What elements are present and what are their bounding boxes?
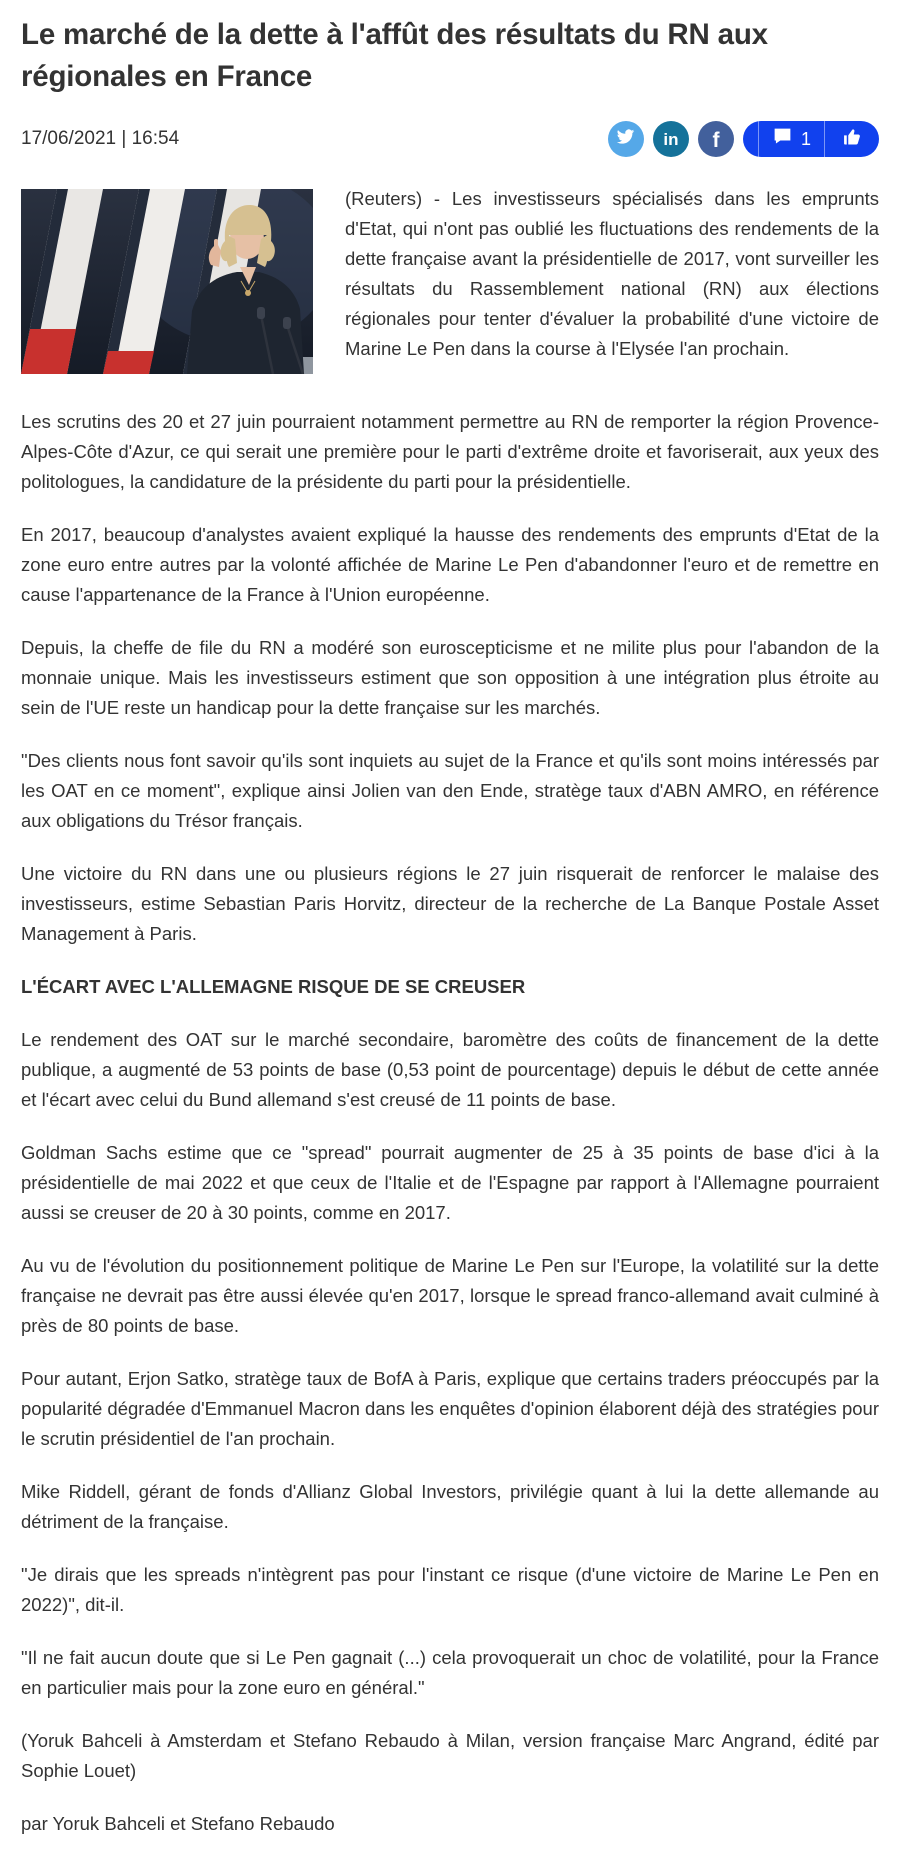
paragraph: "Je dirais que les spreads n'intègrent pas pour l'instant ce risque (d'une victoire de Marine Le Pen en 2022)", dit-il.: [21, 1564, 879, 1615]
like-button[interactable]: [825, 121, 879, 157]
section-subheading: L'ÉCART AVEC L'ALLEMAGNE RISQUE DE SE CREUSER: [21, 976, 526, 997]
linkedin-share-button[interactable]: [653, 121, 689, 157]
twitter-share-button[interactable]: [608, 121, 644, 157]
paragraph: "Il ne fait aucun doute que si Le Pen gagnait (...) cela provoquerait un choc de volatilité, pour la France en particulier mais pour la zone euro en général.": [21, 1647, 879, 1698]
byline: par Yoruk Bahceli et Stefano Rebaudo: [21, 1813, 335, 1834]
paragraph: Au vu de l'évolution du positionnement politique de Marine Le Pen sur l'Europe, la volatilité sur la dette française ne devrait pas être aussi élevée qu'en 2017, lorsque le spread franco-allemand avait culminé à près de 80 points de base.: [21, 1255, 879, 1336]
lead-section: [21, 184, 879, 384]
facebook-share-button[interactable]: [698, 121, 734, 157]
facebook-icon: f: [712, 128, 720, 152]
paragraph: Pour autant, Erjon Satko, stratège taux de BofA à Paris, explique que certains traders préoccupés par la popularité dégradée d'Emmanuel Macron dans les enquêtes d'opinion élaborent déjà des stratégies pour le scrutin présidentiel de l'an prochain.: [21, 1368, 879, 1449]
linkedin-icon: in: [663, 129, 679, 149]
article-photo: [21, 189, 313, 374]
comment-bubble-icon: [772, 126, 793, 152]
meta-row: [21, 120, 879, 158]
paragraph: Depuis, la cheffe de file du RN a modéré son euroscepticisme et ne milite plus pour l'abandon de la monnaie unique. Mais les investisseurs estiment que son opposition à une intégration plus étroite au sein de l'UE reste un handicap pour la dette française sur les marchés.: [21, 637, 879, 718]
paragraph: Les scrutins des 20 et 27 juin pourraient notamment permettre au RN de remporter la région Provence-Alpes-Côte d'Azur, ce qui serait une première pour le parti d'extrême droite et favoriserait, aux yeux des politologues, la candidature de la présidente du parti pour la présidentielle.: [21, 411, 879, 492]
twitter-bird-icon: [616, 127, 635, 151]
share-toolbar: [608, 121, 879, 157]
paragraph: Le rendement des OAT sur le marché secondaire, baromètre des coûts de financement de la dette publique, a augmenté de 53 points de base (0,53 point de pourcentage) depuis le début de cette année et l'écart avec celui du Bund allemand s'est creusé de 11 points de base.: [21, 1029, 879, 1110]
paragraph: (Reuters) - Les investisseurs spécialisés dans les emprunts d'Etat, qui n'ont pas oublié les fluctuations des rendements de la dette française avant la présidentielle de 2017, vont surveiller les résultats du Rassemblement national (RN) aux élections régionales pour tenter d'évaluer la probabilité d'une victoire de Marine Le Pen dans la course à l'Elysée l'an prochain.: [345, 188, 879, 359]
comments-button[interactable]: [759, 121, 824, 157]
paragraph: Une victoire du RN dans une ou plusieurs régions le 27 juin risquerait de renforcer le malaise des investisseurs, estime Sebastian Paris Horvitz, directeur de la recherche de La Banque Postale Asset Management à Paris.: [21, 863, 879, 944]
publish-datetime: 17/06/2021 | 16:54: [21, 128, 180, 149]
engagement-pill: [743, 121, 879, 157]
paragraph: Goldman Sachs estime que ce "spread" pourrait augmenter de 25 à 35 points de base d'ici à la présidentielle de mai 2022 et que ceux de l'Italie et de l'Espagne par rapport à l'Allemagne pourraient aussi se creuser de 20 à 30 points, comme en 2017.: [21, 1142, 879, 1223]
article-body: [21, 184, 879, 1839]
reporting-credit: (Yoruk Bahceli à Amsterdam et Stefano Rebaudo à Milan, version française Marc Angrand, édité par Sophie Louet): [21, 1730, 879, 1781]
thumbs-up-icon: [842, 127, 862, 152]
pill-left-cap: [743, 121, 758, 157]
comment-count: 1: [800, 128, 811, 149]
paragraph: "Des clients nous font savoir qu'ils sont inquiets au sujet de la France et qu'ils sont moins intéressés par les OAT en ce moment", explique ainsi Jolien van den Ende, stratège taux d'ABN AMRO, en référence aux obligations du Trésor français.: [21, 750, 879, 831]
paragraph: En 2017, beaucoup d'analystes avaient expliqué la hausse des rendements des emprunts d'Etat de la zone euro entre autres par la volonté affichée de Marine Le Pen d'abandonner l'euro et de remettre en cause l'appartenance de la France à l'Union européenne.: [21, 524, 879, 605]
page-title: Le marché de la dette à l'affût des résultats du RN aux régionales en France: [21, 18, 768, 93]
paragraph: Mike Riddell, gérant de fonds d'Allianz Global Investors, privilégie quant à lui la dette allemande au détriment de la française.: [21, 1481, 879, 1532]
